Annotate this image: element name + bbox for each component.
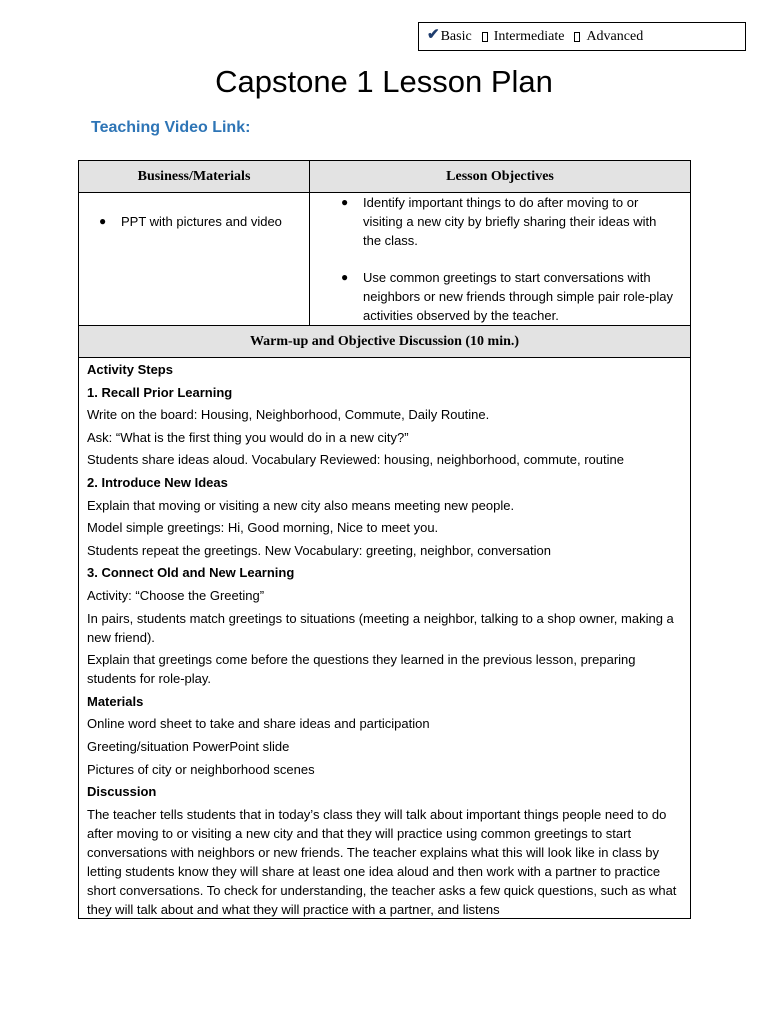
list-item	[341, 268, 678, 325]
activity-steps-heading: Activity Steps	[87, 362, 173, 377]
step-heading: 2. Introduce New Ideas	[87, 474, 228, 490]
checkmark-icon: ✔	[427, 27, 440, 43]
bullet-icon: ●	[99, 214, 107, 228]
bullet-icon: ●	[341, 270, 349, 284]
objective-item: Use common greetings to start conversations with neighbors or new friends through simple pair role-play activities observed by the teacher.	[363, 270, 673, 323]
discussion-paragraph: The teacher tells students that in today’s class they will talk about important things people need to do after moving to or visiting a new city and that they will practice using common greetings to start conversations with neighbors or new friends. The teacher explains what this will look like in class by letting students know they will share at least one idea aloud and then work with a partner to practice short conversations. To check for understanding, the teacher asks a few quick questions, such as what they will talk about and what they will practice with a partner, and listens	[87, 806, 677, 917]
checkbox-empty-icon	[574, 32, 580, 42]
material-item: PPT with pictures and video	[121, 214, 282, 229]
lesson-plan-table	[78, 160, 691, 919]
level-label-intermediate: Intermediate	[493, 28, 565, 44]
bullet-icon: ●	[341, 195, 349, 209]
material-line: Pictures of city or neighborhood scenes	[87, 761, 315, 777]
warmup-body-cell	[79, 358, 691, 919]
level-label-basic: Basic	[440, 28, 472, 44]
step-line: Explain that moving or visiting a new city also means meeting new people.	[87, 497, 515, 513]
level-label-advanced: Advanced	[586, 28, 644, 44]
level-option-intermediate[interactable]	[482, 29, 565, 45]
video-link-label: Teaching Video Link:	[91, 119, 251, 136]
section-header-warmup: Warm-up and Objective Discussion (10 min.)	[79, 326, 691, 358]
materials-heading: Materials	[87, 693, 144, 709]
step-heading: 3. Connect Old and New Learning	[87, 565, 295, 581]
step-line: Students repeat the greetings. New Vocabulary: greeting, neighbor, conversation	[87, 542, 551, 558]
level-selector	[418, 22, 746, 51]
header-materials: Business/Materials	[79, 161, 310, 193]
list-item	[99, 212, 309, 231]
header-objectives: Lesson Objectives	[310, 161, 691, 193]
level-option-basic[interactable]	[427, 27, 472, 46]
step-heading: 1. Recall Prior Learning	[87, 384, 233, 400]
material-line: Greeting/situation PowerPoint slide	[87, 738, 290, 754]
objectives-cell	[310, 193, 691, 326]
page-title: Capstone 1 Lesson Plan	[215, 64, 553, 99]
checkbox-empty-icon	[482, 32, 488, 42]
step-line: Ask: “What is the first thing you would do in a new city?”	[87, 429, 409, 445]
discussion-heading: Discussion	[87, 784, 157, 800]
material-line: Online word sheet to take and share ideas and participation	[87, 716, 430, 732]
objective-item: Identify important things to do after moving to or visiting a new city by briefly sharing their ideas with the class.	[363, 195, 657, 248]
materials-cell	[79, 193, 310, 326]
list-item	[341, 193, 678, 250]
step-line: Activity: “Choose the Greeting”	[87, 587, 265, 603]
step-line: In pairs, students match greetings to situations (meeting a neighbor, talking to a shop owner, making a new friend).	[87, 610, 674, 645]
step-line: Model simple greetings: Hi, Good morning, Nice to meet you.	[87, 520, 439, 536]
step-line: Explain that greetings come before the questions they learned in the previous lesson, preparing students for role-play.	[87, 652, 636, 687]
step-line: Students share ideas aloud. Vocabulary Reviewed: housing, neighborhood, commute, routine	[87, 452, 624, 468]
step-line: Write on the board: Housing, Neighborhood, Commute, Daily Routine.	[87, 407, 490, 423]
level-option-advanced[interactable]	[574, 29, 643, 45]
